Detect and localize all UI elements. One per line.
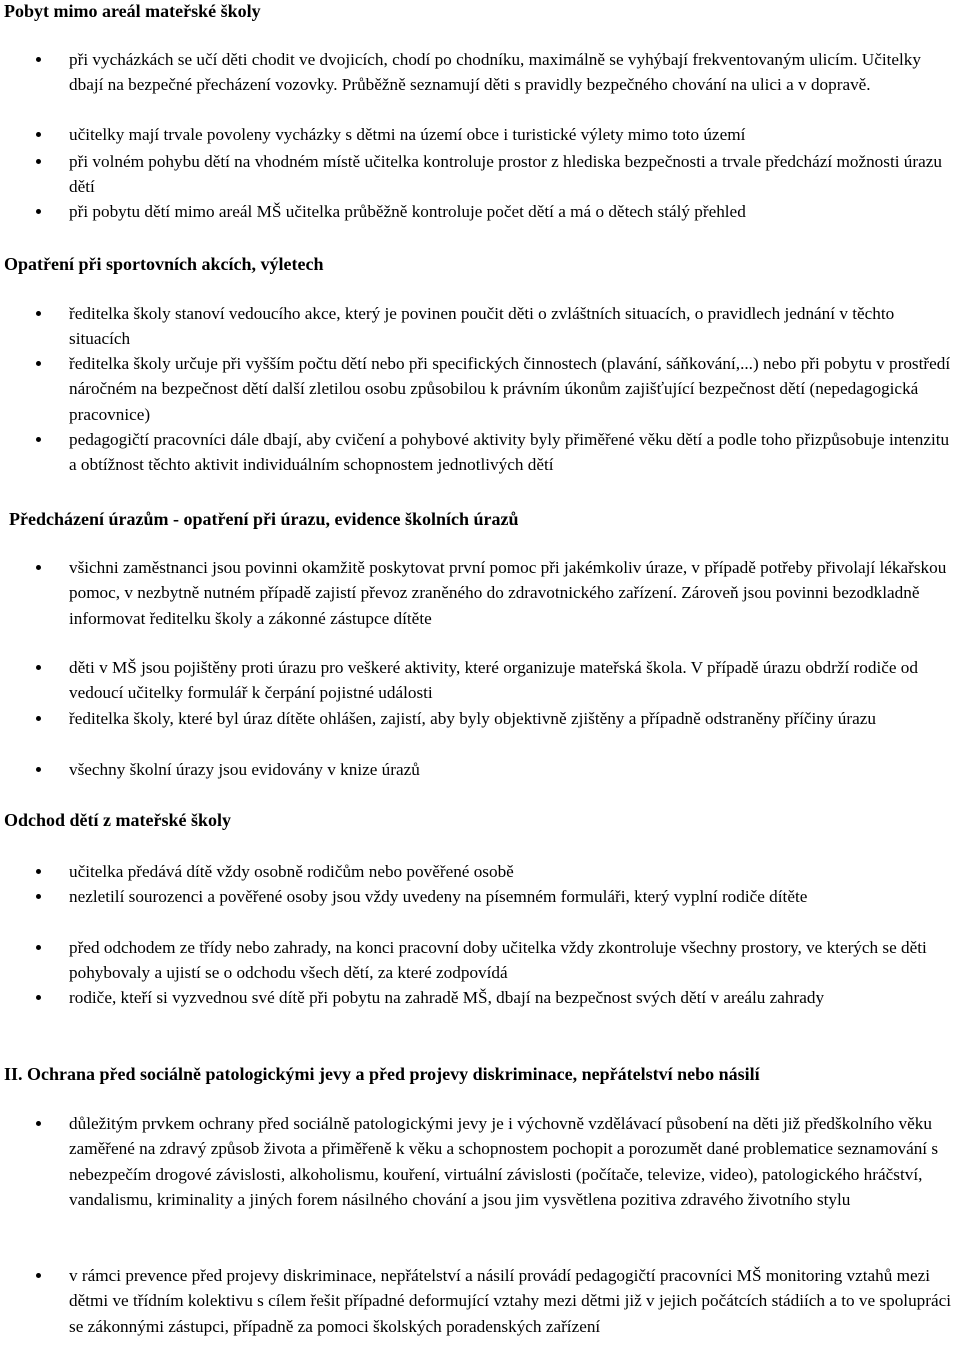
section-heading: II. Ochrana před sociálně patologickými jevy a před projevy diskriminace, nepřátelství nebo násilí	[4, 1064, 760, 1084]
list-item-text: při volném pohybu dětí na vhodném místě učitelka kontroluje prostor z hlediska bezpečnosti a trvale předchází možnosti úrazu dětí	[69, 152, 942, 197]
section-heading: Odchod dětí z mateřské školy	[4, 810, 231, 830]
bullet-icon	[36, 665, 41, 670]
bullet-icon	[36, 57, 41, 62]
bullet-icon	[36, 767, 41, 772]
bullet-icon	[36, 716, 41, 721]
bullet-icon	[36, 565, 41, 570]
list-item-text: ředitelka školy, které byl úraz dítěte ohlášen, zajistí, aby byly objektivně zjištěny a případně odstraněny příčiny úrazu	[69, 709, 876, 728]
bullet-icon	[36, 1273, 41, 1278]
list-item-text: učitelky mají trvale povoleny vycházky s dětmi na území obce i turistické výlety mimo toto území	[69, 125, 746, 144]
list-item-text: před odchodem ze třídy nebo zahrady, na konci pracovní doby učitelka vždy zkontroluje všechny prostory, ve kterých se děti pohybovaly a ujistí se o odchodu všech dětí, za které zodpovídá	[69, 938, 927, 983]
section-heading: Předcházení úrazům - opatření při úrazu, evidence školních úrazů	[9, 509, 519, 529]
list-item-text: učitelka předává dítě vždy osobně rodičům nebo pověřené osobě	[69, 862, 514, 881]
list-item-text: pedagogičtí pracovníci dále dbají, aby cvičení a pohybové aktivity byly přiměřené věku dětí a podle toho přizpůsobuje intenzitu a obtížnost těchto aktivit individuálním schopnostem jednotlivých dětí	[69, 430, 950, 475]
bullet-icon	[36, 995, 41, 1000]
list-item-text: důležitým prvkem ochrany před sociálně patologickými jevy je i výchovně vzdělávací působení na děti již předškolního věku zaměřené na zdravý způsob života a přiměřeně k věku a schopnostem pochopit a porozumět dané problematice seznamování s nebezpečím drogové závislosti, alkoholismu, kouření, virtuální závislosti (počítače, televize, video), patologického hráčství, vandalismu, kriminality a jiných forem násilného chování a jsou jim vysvětlena pozitiva zdravého životního stylu	[69, 1114, 939, 1209]
list-item-text: v rámci prevence před projevy diskriminace, nepřátelství a násilí provádí pedagogičtí pracovníci MŠ monitoring vztahů mezi dětmi ve třídním kolektivu s cílem řešit případné deformující vztahy mezi dětmi již v jejich počátcích stádiích a to ve spolupráci se zákonnými zástupci, případně za pomoci školských poradenských zařízení	[69, 1266, 952, 1336]
bullet-icon	[36, 945, 41, 950]
bullet-icon	[36, 869, 41, 874]
list-item-text: při vycházkách se učí děti chodit ve dvojicích, chodí po chodníku, maximálně se vyhýbají frekventovaným ulicím. Učitelky dbají na bezpečné přecházení vozovky. Průběžně seznamují děti s pravidly bezpečného chování na ulici a v dopravě.	[69, 50, 921, 95]
section-heading: Pobyt mimo areál mateřské školy	[4, 1, 261, 21]
list-item-text: ředitelka školy stanoví vedoucího akce, který je povinen poučit děti o zvláštních situacích, o pravidlech jednání v těchto situacích	[69, 304, 895, 349]
list-item-text: děti v MŠ jsou pojištěny proti úrazu pro veškeré aktivity, které organizuje mateřská škola. V případě úrazu obdrží rodiče od vedoucí učitelky formulář k čerpání pojistné události	[69, 658, 918, 703]
bullet-icon	[36, 437, 41, 442]
list-item-text: ředitelka školy určuje při vyšším počtu dětí nebo při specifických činnostech (plavání, sáňkování,...) nebo při pobytu v prostředí náročném na bezpečnost dětí další zletilou osobu způsobilou k právním úkonům zajišťující bezpečnost dětí (nepedagogická pracovnice)	[69, 354, 951, 424]
section-heading: Opatření při sportovních akcích, výletech	[4, 254, 324, 274]
bullet-icon	[36, 311, 41, 316]
bullet-icon	[36, 159, 41, 164]
bullet-icon	[36, 361, 41, 366]
list-item-text: všechny školní úrazy jsou evidovány v knize úrazů	[69, 760, 420, 779]
bullet-icon	[36, 132, 41, 137]
bullet-icon	[36, 1121, 41, 1126]
list-item-text: nezletilí sourozenci a pověřené osoby jsou vždy uvedeny na písemném formuláři, který vyplní rodiče dítěte	[69, 887, 808, 906]
list-item-text: všichni zaměstnanci jsou povinni okamžitě poskytovat první pomoc při jakémkoliv úraze, v případě potřeby přivolají lékařskou pomoc, v nezbytně nutném případě zajistí převoz zraněného do zdravotnického zařízení. Zároveň jsou povinni bezodkladně informovat ředitelku školy a zákonné zástupce dítěte	[69, 558, 947, 628]
list-item-text: při pobytu dětí mimo areál MŠ učitelka průběžně kontroluje počet dětí a má o dětech stálý přehled	[69, 202, 746, 221]
bullet-icon	[36, 894, 41, 899]
bullet-icon	[36, 209, 41, 214]
list-item-text: rodiče, kteří si vyzvednou své dítě při pobytu na zahradě MŠ, dbají na bezpečnost svých dětí v areálu zahrady	[69, 988, 825, 1007]
